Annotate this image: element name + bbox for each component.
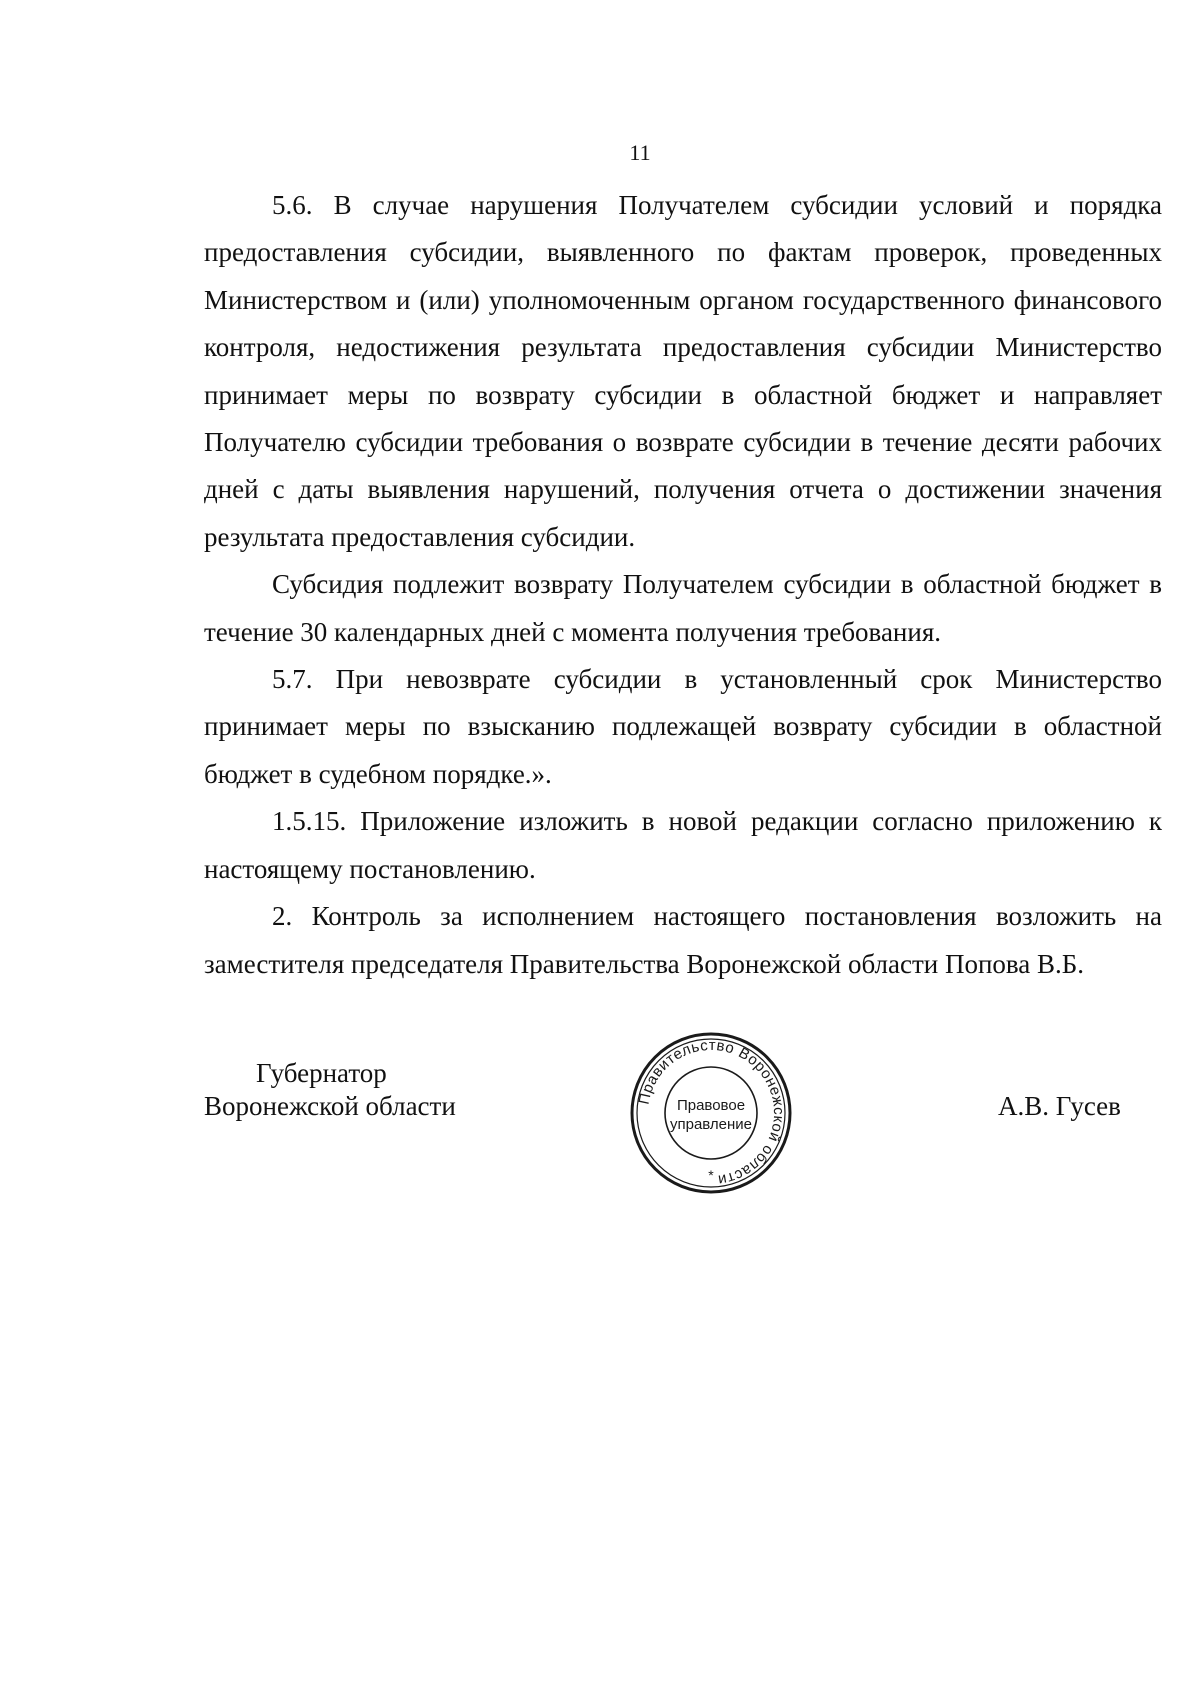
paragraph-1-5-15: 1.5.15. Приложение изложить в новой редакции согласно приложению к настоящему постановлению. (204, 806, 1162, 884)
stamp-star: * (708, 1167, 714, 1183)
paragraph-5-6: 5.6. В случае нарушения Получателем субсидии условий и порядка предоставления субсидии, выявленного по фактам проверок, проведенных Министерством и (или) уполномоченным органом государственного финансового контроля, недостижения результата предоставления субсидии Министерство принимает меры по возврату субсидии в областной бюджет и направляет Получателю субсидии требования о возврате субсидии в течение десяти рабочих дней с даты выявления нарушений, получения отчета о достижении значения результата предоставления субсидии. (204, 190, 1162, 552)
official-stamp (628, 1030, 794, 1196)
signatory-name: А.В. Гусев (998, 1091, 1121, 1121)
page-number: 11 (629, 140, 651, 165)
stamp-inner-line2: управление (669, 1116, 753, 1133)
paragraph-5-7: 5.7. При невозврате субсидии в установленный срок Министерство принимает меры по взысканию подлежащей возврату субсидии в областной бюджет в судебном порядке.». (204, 664, 1162, 789)
paragraph-2-control: 2. Контроль за исполнением настоящего постановления возложить на заместителя председателя Правительства Воронежской области Попова В.Б. (204, 901, 1162, 979)
document-body (204, 182, 1162, 988)
stamp-outer-textpath: Правительство Воронежской области (635, 1036, 788, 1189)
signatory-title-line1: Губернатор (256, 1058, 387, 1088)
paragraph-subsidy-return: Субсидия подлежит возврату Получателем субсидии в областной бюджет в течение 30 календарных дней с момента получения требования. (204, 569, 1162, 647)
stamp-inner-line1: Правовое (676, 1097, 746, 1114)
signatory-title (204, 1057, 456, 1123)
signatory-title-line2: Воронежской области (204, 1091, 456, 1121)
